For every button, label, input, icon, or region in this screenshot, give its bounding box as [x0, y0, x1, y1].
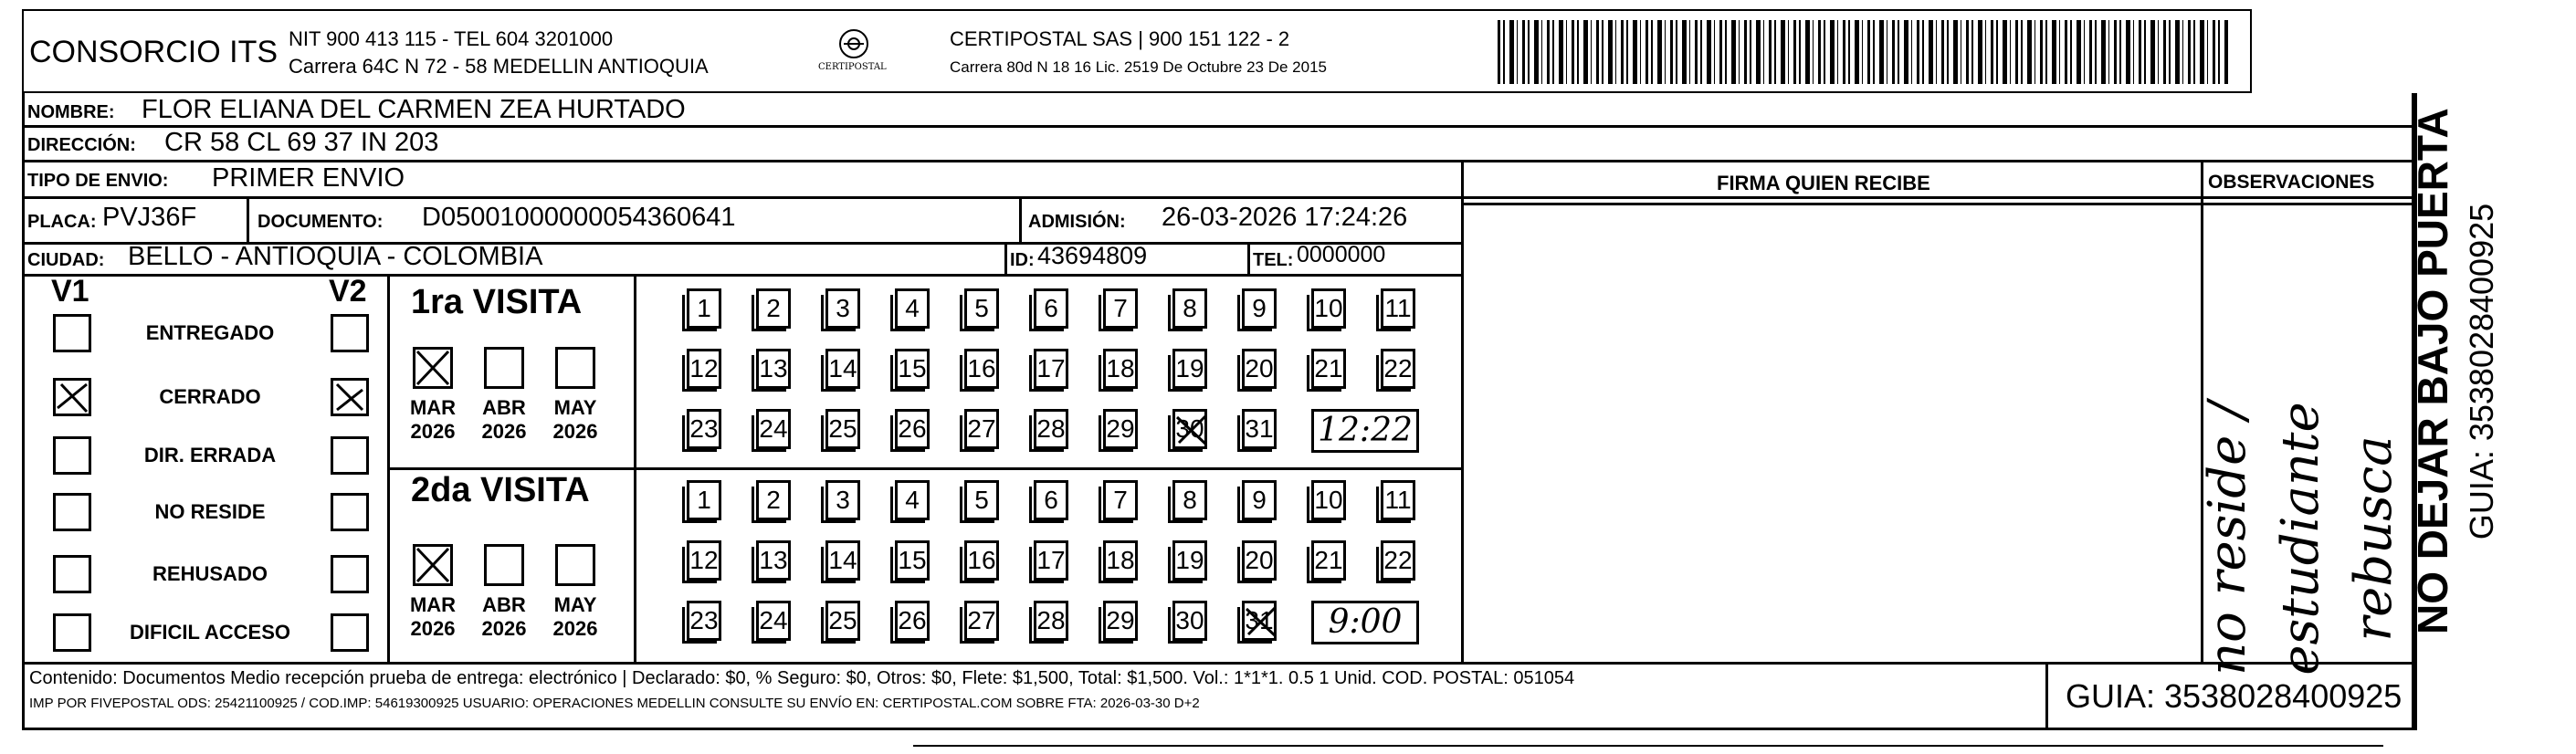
- ciudad-label: CIUDAD:: [27, 250, 105, 270]
- day-box[interactable]: [1172, 349, 1207, 389]
- day-number: 14: [828, 354, 857, 382]
- day-number: 18: [1106, 354, 1135, 382]
- day-number: 8: [1183, 294, 1197, 322]
- day-box[interactable]: [1381, 288, 1415, 329]
- reason-label: REHUSADO: [152, 562, 268, 585]
- admision-value: 26-03-2026 17:24:26: [1162, 203, 1408, 232]
- day-box[interactable]: [895, 480, 930, 520]
- day-number: 12: [689, 546, 719, 574]
- day-box[interactable]: [687, 349, 721, 389]
- v2-checkbox[interactable]: [331, 493, 369, 531]
- day-box[interactable]: [825, 540, 860, 581]
- day-number: 3: [836, 486, 850, 514]
- footer-print-info: IMP POR FIVEPOSTAL ODS: 25421100925 / COD.IMP: 54619300925 USUARIO: OPERACIONES MEDELLIN CONSULTE SU ENVÍO EN: CERTIPOSTAL.COM SOBRE FTA: 2026-03-30 D+2: [29, 696, 1200, 711]
- day-number: 9: [1252, 486, 1267, 514]
- day-box[interactable]: [964, 601, 999, 641]
- time-box[interactable]: [1311, 601, 1419, 644]
- check-mark-icon: [333, 381, 366, 414]
- footer-guia: GUIA: 3538028400925: [2066, 677, 2403, 715]
- v2-checkbox[interactable]: [331, 613, 369, 652]
- day-box[interactable]: [1034, 409, 1068, 449]
- v2-checkbox[interactable]: [331, 436, 369, 475]
- day-number: 29: [1106, 606, 1135, 634]
- day-number: 26: [898, 606, 927, 634]
- day-box[interactable]: [1103, 288, 1138, 329]
- day-check-icon: [1243, 602, 1279, 651]
- day-box[interactable]: [756, 288, 791, 329]
- documento-value: D05001000000054360641: [422, 203, 736, 232]
- month-label: [478, 593, 530, 641]
- day-number: 18: [1106, 546, 1135, 574]
- day-box[interactable]: [825, 601, 860, 641]
- nombre-label: NOMBRE:: [27, 102, 115, 122]
- day-box[interactable]: [1311, 540, 1346, 581]
- day-number: 8: [1183, 486, 1197, 514]
- month-label: [407, 593, 458, 641]
- day-number: 28: [1036, 606, 1066, 634]
- month-label: [478, 396, 530, 444]
- day-box[interactable]: [964, 540, 999, 581]
- day-number: 17: [1036, 546, 1066, 574]
- day-box[interactable]: [687, 288, 721, 329]
- day-box[interactable]: [825, 409, 860, 449]
- day-box[interactable]: [756, 540, 791, 581]
- day-box[interactable]: [1034, 288, 1068, 329]
- day-number: 24: [759, 414, 788, 443]
- day-check-icon: [1173, 410, 1210, 459]
- no-dejar-warning: NO DEJAR BAJO PUERTA: [2409, 108, 2456, 634]
- tipo-envio-value: PRIMER ENVIO: [212, 163, 405, 193]
- visit2-title: 2da VISITA: [411, 471, 590, 509]
- side-guia: GUIA: 3538028400925: [2463, 203, 2500, 540]
- day-box[interactable]: [1242, 409, 1277, 449]
- reason-label: ENTREGADO: [145, 321, 275, 344]
- day-box[interactable]: [1172, 288, 1207, 329]
- month-checkbox[interactable]: [413, 544, 453, 586]
- day-number: 25: [828, 414, 857, 443]
- check-mark-icon: [415, 547, 450, 583]
- day-number: 2: [766, 486, 781, 514]
- day-box[interactable]: [1381, 540, 1415, 581]
- v1-checkbox[interactable]: [53, 555, 91, 593]
- month-year: 2026: [410, 617, 456, 640]
- day-box[interactable]: [1103, 349, 1138, 389]
- v2-checkbox[interactable]: [331, 555, 369, 593]
- month-name: MAY: [553, 593, 597, 616]
- day-number: 6: [1044, 486, 1058, 514]
- day-box[interactable]: [964, 409, 999, 449]
- day-box[interactable]: [756, 480, 791, 520]
- day-number: 7: [1113, 486, 1128, 514]
- logo-text: CERTIPOSTAL: [818, 62, 887, 72]
- v1-checkbox[interactable]: [53, 436, 91, 475]
- direccion-value: CR 58 CL 69 37 IN 203: [164, 128, 439, 157]
- day-number: 14: [828, 546, 857, 574]
- certipostal-logo-icon: [813, 26, 895, 80]
- day-box[interactable]: [1034, 540, 1068, 581]
- month-label: [407, 396, 458, 444]
- day-box[interactable]: [1172, 540, 1207, 581]
- day-number: 23: [689, 414, 719, 443]
- month-year: 2026: [410, 420, 456, 443]
- certipostal-logo: [813, 26, 895, 80]
- day-number: 24: [759, 606, 788, 634]
- day-number: 15: [898, 546, 927, 574]
- ciudad-value: BELLO - ANTIOQUIA - COLOMBIA: [128, 242, 543, 271]
- carrier-license: Carrera 80d N 18 16 Lic. 2519 De Octubre 23 De 2015: [950, 58, 1327, 76]
- month-label: [550, 396, 601, 444]
- documento-label: DOCUMENTO:: [258, 212, 384, 232]
- day-number: 22: [1383, 546, 1413, 574]
- month-year: 2026: [481, 420, 527, 443]
- day-number: 28: [1036, 414, 1066, 443]
- day-number: 3: [836, 294, 850, 322]
- month-checkbox[interactable]: [555, 544, 595, 586]
- time-value: 9:00: [1328, 603, 1403, 641]
- v2-checkbox[interactable]: [331, 378, 369, 416]
- day-box[interactable]: [1103, 480, 1138, 520]
- day-number: 22: [1383, 354, 1413, 382]
- id-label: ID:: [1010, 250, 1035, 270]
- v2-label: V2: [329, 274, 367, 309]
- day-number: 2: [766, 294, 781, 322]
- v1-checkbox[interactable]: [53, 378, 91, 416]
- time-box[interactable]: [1311, 409, 1419, 453]
- month-name: MAR: [409, 593, 457, 616]
- placa-label: PLACA:: [27, 212, 97, 232]
- day-box[interactable]: [1172, 601, 1207, 641]
- day-number: 12: [689, 354, 719, 382]
- day-number: 10: [1314, 486, 1343, 514]
- day-number: 27: [967, 414, 996, 443]
- visit1-title: 1ra VISITA: [411, 283, 583, 321]
- day-box[interactable]: [895, 288, 930, 329]
- firma-label: FIRMA QUIEN RECIBE: [1717, 172, 1930, 194]
- day-number: 4: [905, 294, 920, 322]
- day-number: 16: [967, 546, 996, 574]
- company-name: CONSORCIO ITS: [29, 35, 279, 69]
- day-box[interactable]: [1242, 540, 1277, 581]
- day-box[interactable]: [1311, 349, 1346, 389]
- day-number: 31: [1245, 414, 1274, 443]
- v2-checkbox[interactable]: [331, 314, 369, 352]
- day-number: 25: [828, 606, 857, 634]
- reason-label: NO RESIDE: [154, 500, 266, 523]
- v1-checkbox[interactable]: [53, 314, 91, 352]
- month-year: 2026: [552, 420, 598, 443]
- day-box[interactable]: [1242, 480, 1277, 520]
- day-number: 5: [974, 486, 989, 514]
- reason-label: CERRADO: [159, 385, 261, 408]
- day-number: 30: [1175, 414, 1204, 443]
- day-box[interactable]: [756, 409, 791, 449]
- day-number: 29: [1106, 414, 1135, 443]
- day-number: 16: [967, 354, 996, 382]
- day-box[interactable]: [895, 409, 930, 449]
- day-box[interactable]: [687, 480, 721, 520]
- day-box[interactable]: [964, 288, 999, 329]
- month-name: ABR: [482, 593, 526, 616]
- month-year: 2026: [552, 617, 598, 640]
- day-number: 7: [1113, 294, 1128, 322]
- day-box[interactable]: [1034, 601, 1068, 641]
- tel-value: 0000000: [1297, 242, 1386, 267]
- month-year: 2026: [481, 617, 527, 640]
- v1-checkbox[interactable]: [53, 613, 91, 652]
- month-checkbox[interactable]: [484, 544, 524, 586]
- v1-label: V1: [51, 274, 89, 309]
- day-box[interactable]: [1103, 409, 1138, 449]
- month-checkbox[interactable]: [484, 347, 524, 389]
- day-box[interactable]: [1381, 349, 1415, 389]
- day-number: 27: [967, 606, 996, 634]
- day-box[interactable]: [687, 409, 721, 449]
- day-box[interactable]: [1242, 601, 1277, 641]
- day-box[interactable]: [895, 349, 930, 389]
- tel-label: TEL:: [1253, 250, 1294, 270]
- day-box[interactable]: [687, 601, 721, 641]
- day-box[interactable]: [1034, 480, 1068, 520]
- month-checkbox[interactable]: [555, 347, 595, 389]
- day-box[interactable]: [825, 349, 860, 389]
- day-box[interactable]: [1311, 480, 1346, 520]
- day-box[interactable]: [1103, 601, 1138, 641]
- day-number: 17: [1036, 354, 1066, 382]
- day-box[interactable]: [1381, 480, 1415, 520]
- day-number: 13: [759, 354, 788, 382]
- day-number: 11: [1384, 486, 1412, 514]
- day-number: 13: [759, 546, 788, 574]
- reason-label: DIR. ERRADA: [143, 444, 277, 466]
- tipo-envio-label: TIPO DE ENVIO:: [27, 171, 169, 191]
- time-value: 12:22: [1318, 412, 1413, 449]
- day-number: 19: [1175, 354, 1204, 382]
- day-box[interactable]: [1034, 349, 1068, 389]
- day-number: 30: [1175, 606, 1204, 634]
- id-value: 43694809: [1037, 242, 1148, 269]
- day-number: 1: [697, 486, 711, 514]
- day-number: 20: [1245, 354, 1274, 382]
- placa-value: PVJ36F: [102, 203, 197, 232]
- day-number: 10: [1314, 294, 1343, 322]
- day-box[interactable]: [1242, 349, 1277, 389]
- month-label: [550, 593, 601, 641]
- day-number: 5: [974, 294, 989, 322]
- day-number: 9: [1252, 294, 1267, 322]
- day-box[interactable]: [756, 601, 791, 641]
- v1-checkbox[interactable]: [53, 493, 91, 531]
- month-checkbox[interactable]: [413, 347, 453, 389]
- day-number: 23: [689, 606, 719, 634]
- day-box[interactable]: [964, 480, 999, 520]
- nombre-value: FLOR ELIANA DEL CARMEN ZEA HURTADO: [142, 95, 686, 124]
- day-number: 21: [1314, 546, 1343, 574]
- day-number: 4: [905, 486, 920, 514]
- check-mark-icon: [56, 381, 89, 414]
- barcode: [1498, 20, 2228, 84]
- admision-label: ADMISIÓN:: [1028, 212, 1126, 232]
- observaciones-handwriting: no reside / estudiante rebusca: [2198, 402, 2403, 675]
- day-number: 26: [898, 414, 927, 443]
- day-number: 6: [1044, 294, 1058, 322]
- day-number: 31: [1245, 606, 1274, 634]
- day-box[interactable]: [825, 288, 860, 329]
- day-box[interactable]: [756, 349, 791, 389]
- month-name: ABR: [482, 396, 526, 419]
- day-box[interactable]: [1172, 480, 1207, 520]
- day-box[interactable]: [825, 480, 860, 520]
- day-box[interactable]: [687, 540, 721, 581]
- day-box[interactable]: [1311, 288, 1346, 329]
- direccion-label: DIRECCIÓN:: [27, 135, 136, 155]
- day-number: 15: [898, 354, 927, 382]
- check-mark-icon: [415, 350, 450, 386]
- day-box[interactable]: [895, 601, 930, 641]
- month-name: MAY: [553, 396, 597, 419]
- day-number: 21: [1314, 354, 1343, 382]
- carrier-name: CERTIPOSTAL SAS | 900 151 122 - 2: [950, 27, 1290, 50]
- day-number: 19: [1175, 546, 1204, 574]
- day-box[interactable]: [895, 540, 930, 581]
- observaciones-label: OBSERVACIONES: [2208, 172, 2375, 193]
- month-name: MAR: [409, 396, 457, 419]
- company-address: Carrera 64C N 72 - 58 MEDELLIN ANTIOQUIA: [289, 55, 709, 78]
- footer-contents: Contenido: Documentos Medio recepción prueba de entrega: electrónico | Declarado: $0, % Seguro: $0, Otros: $0, Flete: $1,500, Total: $1,500. Vol.: 1*1*1. 0.5 1 Unid. COD. POSTAL: 051054: [29, 668, 1575, 688]
- company-nit: NIT 900 413 115 - TEL 604 3201000: [289, 27, 614, 50]
- day-box[interactable]: [1103, 540, 1138, 581]
- day-box[interactable]: [1242, 288, 1277, 329]
- day-box[interactable]: [964, 349, 999, 389]
- reason-label: DIFICIL ACCESO: [129, 621, 290, 644]
- day-number: 11: [1384, 294, 1412, 322]
- day-box[interactable]: [1172, 409, 1207, 449]
- day-number: 1: [697, 294, 711, 322]
- day-number: 20: [1245, 546, 1274, 574]
